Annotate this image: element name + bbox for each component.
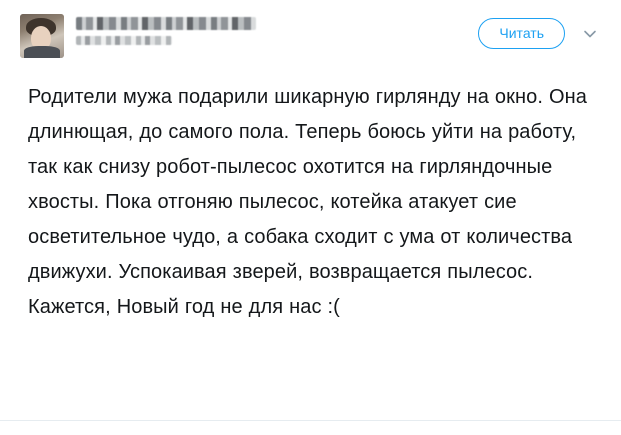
avatar-body [24,46,60,58]
more-options-button[interactable] [579,23,601,45]
author-identity [76,14,256,45]
bottom-divider [0,420,621,421]
tweet-body [0,58,621,435]
read-button[interactable]: Читать [478,18,565,49]
tweet-header [0,0,621,58]
tweet-text: Родители мужа подарили шикарную гирлянду на окно. Она длинющая, до самого пола. Теперь боюсь уйти на работу, так как снизу робот-пылесос охотится на гирляндочные хвосты. Пока отгоняю пылесос, котейка атакует сие осветительное чудо, а собака сходит с ума от количества движухи. Успокаивая зверей, возвращается пылесос. Кажется, Новый год не для нас :( [28,86,593,318]
author-handle-redacted [76,36,172,45]
header-actions [478,14,601,49]
chevron-down-icon [582,26,598,42]
author-display-name-redacted [76,17,256,30]
avatar[interactable] [20,14,64,58]
